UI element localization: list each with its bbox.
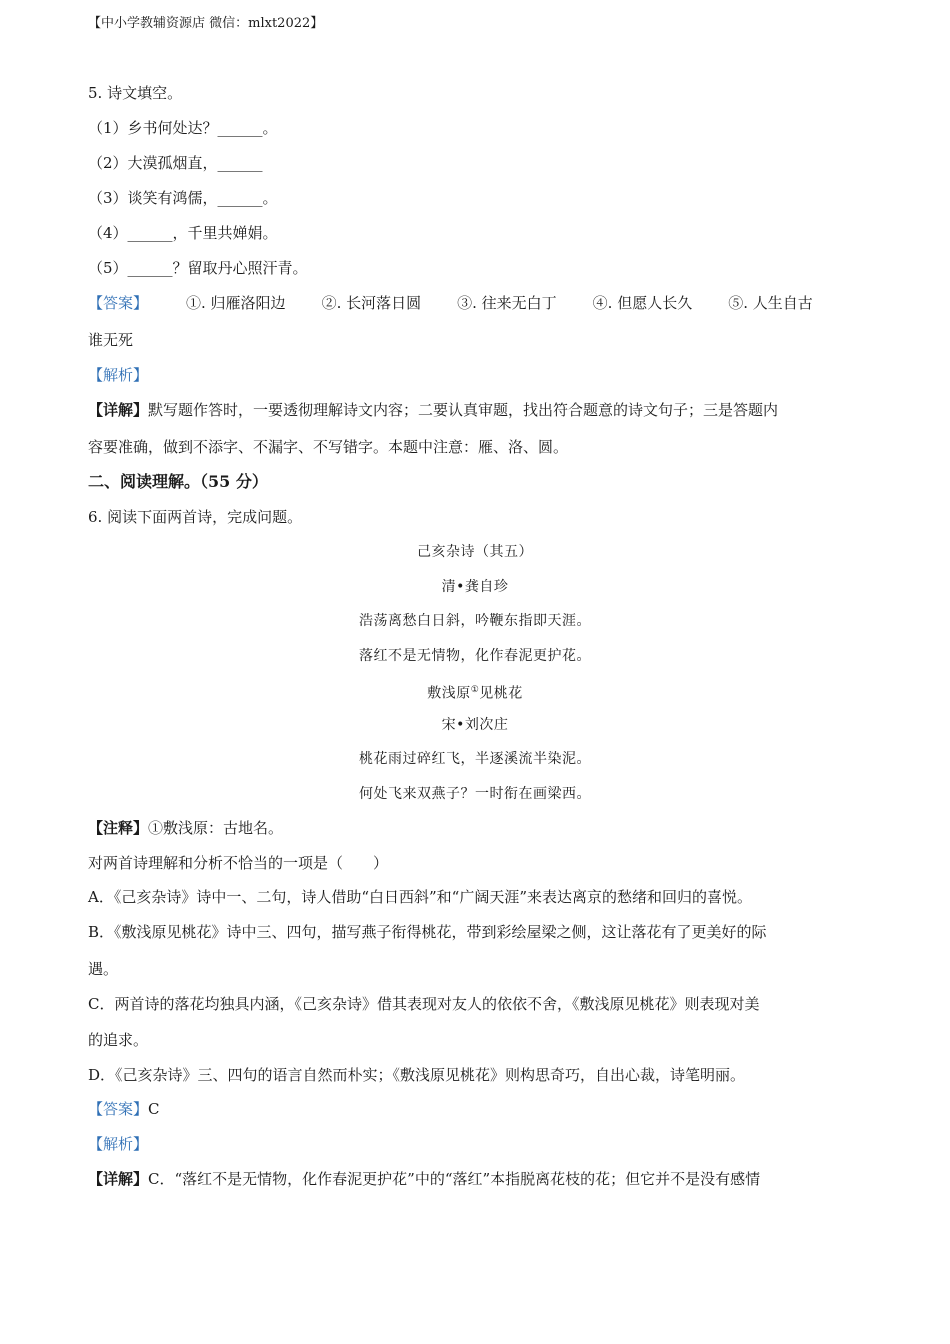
poem-2-author: 宋•刘次庄 (441, 717, 509, 733)
q6-option-b-line-2: 遇。 (88, 960, 119, 978)
q5-answer-5: ⑤. 人生自古 (728, 294, 813, 312)
q5-answer-4: ④. 但愿人长久 (592, 294, 693, 312)
q5-answer-2: ②. 长河落日圆 (321, 294, 422, 312)
header-watermark: 【中小学教辅资源店 微信：mlxt2022】 (88, 16, 324, 31)
q5-answer-1: ①. 归雁洛阳边 (186, 294, 286, 312)
q5-item-4: （4）______，千里共婵娟。 (88, 224, 278, 242)
q6-option-d: D．《己亥杂诗》三、四句的语言自然而朴实；《敷浅原见桃花》则构思奇巧，自出心裁，诗笔明丽。 (88, 1066, 746, 1084)
poem-1-author: 清•龚自珍 (441, 579, 509, 595)
poem-1-line-1: 浩荡离愁白日斜，吟鞭东指即天涯。 (359, 613, 591, 629)
q5-detail-line-2: 容要准确，做到不添字、不漏字、不写错字。本题中注意：雁、洛、圆。 (88, 438, 569, 456)
q6-option-b-line-1: B．《敷浅原见桃花》诗中三、四句，描写燕子衔得桃花，带到彩绘屋梁之侧，这让落花有了更美好的际 (88, 923, 767, 941)
q5-detail-line-1 (88, 399, 870, 421)
q5-item-3: （3）谈笑有鸿儒，______。 (88, 189, 278, 207)
q5-item-2: （2）大漠孤烟直，______ (88, 154, 263, 172)
q6-option-c-line-1: C．两首诗的落花均独具内涵，《己亥杂诗》借其表现对友人的依依不舍，《敷浅原见桃花》则表现对美 (88, 995, 760, 1013)
q6-note-text: ①敷浅原：古地名。 (148, 819, 284, 837)
q6-answer-label: 【答案】 (88, 1100, 149, 1118)
poem-2-title (0, 679, 950, 705)
q5-answer-3: ③. 往来无白丁 (457, 294, 557, 312)
q6-detail-line (88, 1168, 870, 1190)
q6-note (88, 817, 870, 839)
poem-2-title-part-2: 见桃花 (479, 685, 523, 702)
q6-answer-value: C (148, 1100, 160, 1118)
poem-1-line-2: 落红不是无情物，化作春泥更护花。 (359, 648, 591, 664)
q5-item-5: （5）______？留取丹心照汗青。 (88, 259, 308, 277)
q5-detail-text-1: 默写题作答时，一要透彻理解诗文内容；二要认真审题，找出符合题意的诗文句子；三是答题内 (148, 401, 779, 419)
q6-question: 对两首诗理解和分析不恰当的一项是（ ） (88, 854, 389, 872)
q6-note-label: 【注释】 (88, 819, 149, 837)
poem-1-title: 己亥杂诗（其五） (417, 544, 533, 560)
q5-item-1: （1）乡书何处达？______。 (88, 119, 278, 137)
q5-detail-label: 【详解】 (88, 401, 149, 419)
q5-answer-label: 【答案】 (88, 294, 149, 312)
q5-analysis-label: 【解析】 (88, 366, 149, 384)
poem-2-line-2: 何处飞来双燕子？一时衔在画梁西。 (359, 786, 591, 802)
poem-2-line-1: 桃花雨过碎红飞，半逐溪流半染泥。 (359, 751, 591, 767)
poem-2-title-part-1: 敷浅原 (427, 685, 471, 702)
q6-detail-label: 【详解】 (88, 1170, 149, 1188)
q6-answer-line (88, 1098, 870, 1120)
q6-title: 6. 阅读下面两首诗，完成问题。 (88, 508, 303, 526)
q6-detail-text: C．“落红不是无情物，化作春泥更护花”中的“落红”本指脱离花枝的花；但它并不是没有感情 (148, 1170, 761, 1188)
q5-answer-line (88, 292, 870, 314)
q6-option-a: A．《己亥杂诗》诗中一、二句，诗人借助“白日西斜”和“广阔天涯”来表达离京的愁绪和回归的喜悦。 (88, 888, 753, 906)
q6-analysis-label: 【解析】 (88, 1135, 149, 1153)
q5-answer-continued: 谁无死 (88, 331, 134, 349)
section-2-heading: 二、阅读理解。（55 分） (88, 472, 268, 491)
poem-2-footnote-marker: ① (470, 685, 480, 695)
q5-title: 5. 诗文填空。 (88, 84, 183, 102)
q6-option-c-line-2: 的追求。 (88, 1031, 149, 1049)
